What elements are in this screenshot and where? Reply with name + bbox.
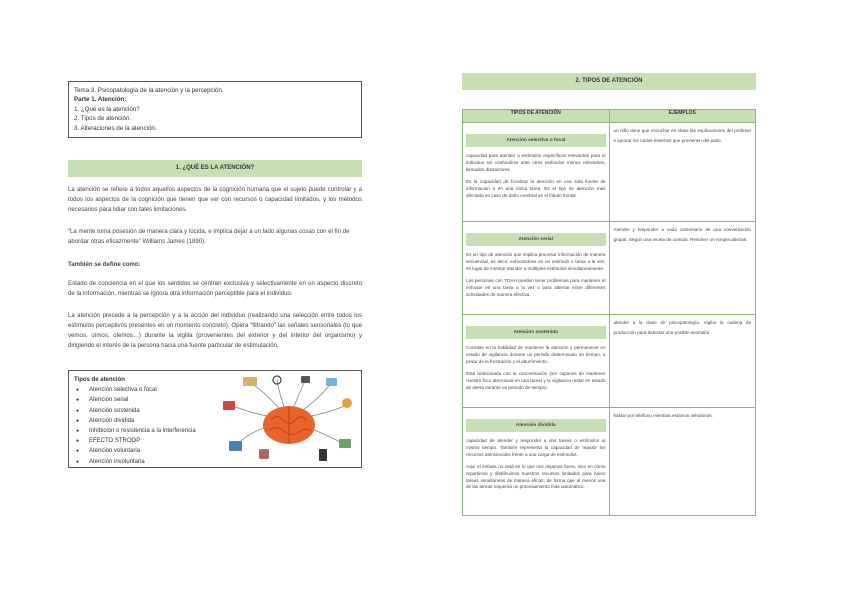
section1-heading: 1. ¿QUÉ ES LA ATENCIÓN? [68,160,362,177]
definition-paragraph: La atención se refiere a todos aquellos aspectos de la cognición humana que el sujeto puede controlar y a todos los aspectos de la cognición que tienen que ver con recursos o capacidad limitados, y los métodos necesarios para lidiar con tales limitaciones. [68,186,362,213]
column-header: TIPOS DE ATENCIÓN [463,110,610,123]
type-description: Consiste en la habilidad de mantener la atención y permanecer en estado de vigilancia durante un periodo determinado de tiempo, a pesar de la frustración y el aburrimiento. [466,345,606,364]
contents-topic: Tema 3. Psicopatología de la atención y la percepción. [74,87,224,94]
list-item: ● Atención voluntaria [74,446,356,456]
list-item: ● Atención involuntaria [74,457,356,467]
laptop-icon [229,441,242,451]
cup-icon [259,449,269,459]
phone-icon [319,449,327,461]
type-description: Es un tipo de atención que implica procesar información de manera secuencial, es decir, enfocándose en un estímulo o tarea a la vez, en lugar de intentar atender a múltiples estímulos simultáneamente. [466,252,606,271]
type-cell [463,408,610,516]
table-row [463,222,756,315]
type-description: Las personas con TDAH pueden tener problemas para mantener el enfoque en una tarea a la vez o para alternar entre diferentes actividades de manera efectiva. [466,277,606,297]
tablet-icon [326,378,337,386]
also-defined-label: También se define como: [68,261,141,268]
contents-box [68,81,362,138]
list-item: ● Inhibición o resistencia a la interferencia [74,426,356,436]
table-row [463,315,756,408]
state-paragraph: Estado de conciencia en el que los sentidos se centran exclusiva y selectivamente en un aspecto discreto de la información, mientras se ignora otra información perceptible para el individuo. [68,280,362,297]
table-header-row [463,110,756,123]
table-row [463,408,756,516]
type-cell [463,222,610,315]
james-quote: “La mente toma posesión de manera clara y lúcida, e implica dejar a un lado algunas cosas con el fin de abordar otras eficazmente” Williams James (1890). [68,228,350,245]
clock-icon [342,398,352,408]
attention-types-table [462,109,756,516]
contents-item: 1. ¿Qué es la atención? [74,105,140,113]
list-item: ● Atención sostenida [74,406,356,416]
list-item: ● Atención serial [74,395,356,405]
type-description: Aquí el énfasis no está en lo que nos dejamos fuera, sino en cómo repartimos y distribuimos nuestros recursos limitados para hacer tareas simultáneas de manera eficaz, de forma que al menos una de las tareas requerirá un procesamiento más automático. [466,463,606,490]
type-label: Atención sostenida [466,326,606,339]
list-item: ● Atención dividida [74,416,356,426]
type-label: Atención selectiva o focal [466,134,606,147]
type-label: Atención dividida [466,419,606,432]
example-cell: atender a la clase de psicopatología. Vigilar la cadena de producción para detectar una posible anomalía [609,315,756,408]
type-description: Es la capacidad de focalizar la atención en una sola fuente de información o en una única tarea. Es el tipo de atención más afectada en caso de daño cerebral en el lóbulo frontal. [466,178,606,198]
type-cell [463,315,610,408]
type-description: Está relacionada con la concentración (ser capaces de mantener nuestro foco atencional en una tarea) y la vigilancia (estar en estado de alerta durante un periodo de tiempo). [466,370,606,390]
example-cell: Atender y responder a cada comentario de una conversación grupal. Seguir una receta de comida. Resolver un rompecabezas. [609,222,756,315]
type-description: capacidad para atender a estímulos específicos relevantes para el individuo sin confundirse ante otros estímulos menos relevantes, llamados distractores. [466,153,606,172]
list-item: ● EFECTO STROOP [74,436,356,446]
contents-part: Parte 1. Atención: [74,96,127,104]
table-row [463,123,756,222]
type-description: capacidad de atender y responder a dos tareas o estímulos al mismo tiempo. También representa la capacidad de repartir los recursos atencionales frente a una carga de estímulos. [466,438,606,457]
contents-item: 3. Alteraciones de la atención. [74,124,157,132]
example-cell: hablar por teléfono mientras estamos viéndonos. [609,408,756,516]
section2-heading: 2. TIPOS DE ATENCIÓN [462,73,756,90]
column-header: EJEMPLOS [609,110,756,123]
type-cell [463,123,610,222]
brain-distractions-illustration [219,375,358,463]
book-icon [243,377,257,386]
envelope-icon [223,401,235,410]
attention-types-title: Tipos de atención [74,377,125,383]
example-cell: un niño tiene que escuchar en clase las explicaciones del profesor e ignorar los ruidos externos que provienen del patio. [609,123,756,222]
perception-paragraph: La atención precede a la percepción y a la acción del individuo (realizando una selección entre todos los estímulos perceptivos presentes en un momento concreto). Opera “filtrando” las señales sensoriales (lo que vemos, oímos, olemos…) durante la vigilia (provenientes del exterior y del interior del organismo) y dirigiendo el interés de la persona hacia una fuente particular de estimulación. [68,312,362,349]
camera-icon [301,376,310,383]
contents-item: 2. Tipos de atención. [74,115,132,123]
type-label: Atención serial [466,233,606,246]
notebook-icon [339,439,351,448]
list-item: ● Atención selectiva o focal [74,385,356,395]
